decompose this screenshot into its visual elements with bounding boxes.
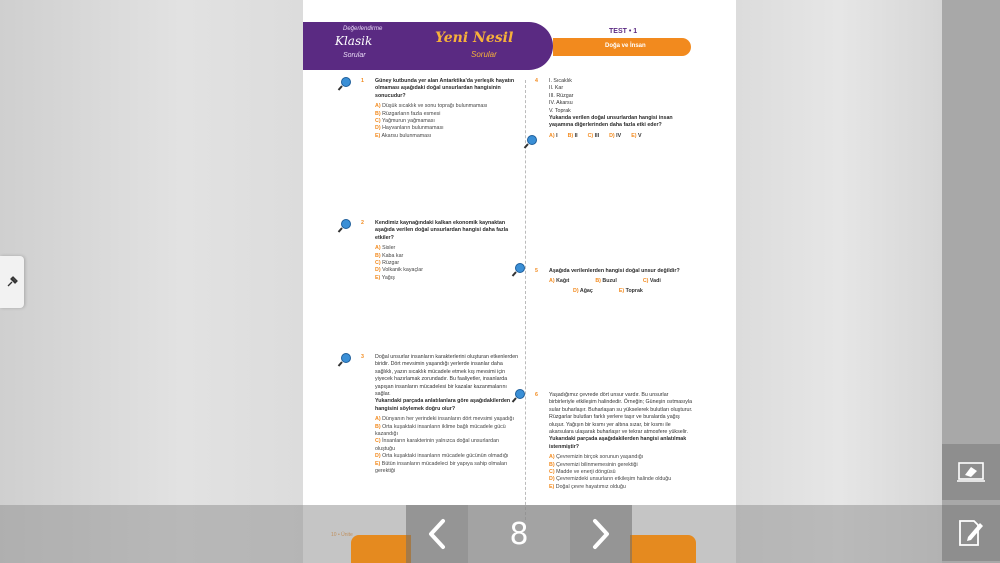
magnifier-icon[interactable] (337, 218, 353, 234)
option-row (549, 288, 695, 295)
magnifier-icon[interactable] (337, 352, 353, 368)
yeni-nesil-subtitle: Sorular (471, 50, 497, 59)
page-number: 8 (468, 505, 570, 563)
question-4 (535, 78, 695, 140)
question-stem: Yukarıdaki parçada aşağıdakilerden hangisi anlatılmak istenmiştir? (549, 436, 687, 450)
question-stem: Güney kutbunda yer alan Antarktika'da yerleşik hayatın olmaması aşağıdaki doğal unsurlardan hangisinin sonucudur? (375, 78, 515, 99)
background-right (736, 0, 942, 563)
list-item: III. Rüzgar (549, 92, 574, 99)
book-page (303, 0, 736, 563)
option[interactable]: B) Çevremizi bilinmemesinin gerektiği (549, 461, 638, 468)
option[interactable]: E) Doğal çevre hayatımız olduğu (549, 483, 626, 490)
option[interactable]: C) Vadi (642, 278, 661, 285)
option[interactable]: C) Madde ve enerji döngüsü (549, 469, 616, 476)
question-3 (361, 354, 519, 476)
option[interactable]: E) V (631, 132, 642, 139)
question-number: 6 (535, 392, 538, 398)
option[interactable]: A) Sisler (375, 245, 396, 252)
option[interactable]: A) Düşük sıcaklık ve sonu toprağı bulunmaması (375, 103, 488, 110)
option[interactable]: D) Ağaç (573, 287, 593, 294)
question-stem: Yukarıdaki parçada anlatılanlara göre aşağıdakilerden hangisini söylemek doğru olur? (375, 398, 511, 412)
list-item: I. Sıcaklık (549, 78, 572, 84)
question-number: 2 (361, 220, 364, 226)
question-number: 3 (361, 354, 364, 360)
eraser-tool-button[interactable] (942, 444, 1000, 500)
question-number: 4 (535, 78, 538, 84)
question-stem: Yukarıda verilen doğal unsurlardan hangisi insan yaşamına diğerlerinden daha fazla etki eder? (549, 115, 673, 129)
question-5 (535, 268, 695, 295)
option-row (549, 278, 695, 285)
option[interactable]: A) I (549, 132, 558, 139)
background-left (0, 0, 303, 563)
edit-note-icon (956, 517, 986, 549)
eraser-icon (955, 459, 987, 485)
option-row (549, 133, 695, 140)
question-passage: Doğal unsurlar insanların karakterlerini oluşturan etkenlerden biridir. Dört mevsimin yaşandığı yerlerde insanlar daha sağlıklı, yazın sıcaklık mücadele etmek kış mevsimi için yiyecek hazırlamak zorundadır. Bu faaliyetler, insanlarda yapışan insanların mücadelesi bir kazalar kazanmalarını sağlar. (375, 354, 519, 398)
question-6 (535, 392, 695, 491)
option[interactable]: C) İnsanların karakterinin yalnızca doğal unsurlardan oluştuğu (375, 438, 499, 452)
series-title: Klasik (335, 34, 373, 48)
notes-tool-button[interactable] (942, 505, 1000, 561)
page-footer-band-left (351, 535, 411, 563)
option[interactable]: C) Rüzgar (375, 260, 400, 267)
option[interactable]: E) Akarsu bulunmaması (375, 132, 432, 139)
list-item: IV. Akarsu (549, 100, 573, 107)
option[interactable]: E) Bütün insanların mücadeleci bir yapıya sahip olmaları gerektiği (375, 460, 508, 475)
option[interactable]: B) II (567, 132, 578, 139)
option[interactable]: C) Yağmurun yağmaması (375, 118, 435, 125)
option[interactable]: A) Dünyanın her yerindeki insanların dört mevsimi yaşadığı (375, 416, 514, 423)
chevron-right-icon (590, 518, 612, 550)
option[interactable]: A) Kağıt (549, 278, 570, 285)
list-item: II. Kar (549, 85, 564, 92)
option[interactable]: B) Kaba kar (375, 252, 404, 259)
previous-page-button[interactable] (406, 505, 468, 563)
chevron-left-icon (426, 518, 448, 550)
magnifier-icon[interactable] (337, 76, 353, 92)
series-small-label: Değerlendirme (343, 26, 383, 32)
question-2 (361, 220, 519, 282)
next-page-button[interactable] (570, 505, 632, 563)
option[interactable]: C) III (587, 132, 600, 139)
series-subtitle: Sorular (343, 52, 366, 59)
option[interactable]: E) Yağış (375, 274, 395, 281)
question-number: 5 (535, 268, 538, 274)
page-footer-band-right (630, 535, 696, 563)
question-passage: Yaşadığımız çevrede dört unsur vardır. Bu unsurlar birbirleriyle etkileşim halindedir. Örneğin; Güneşin ısıtmasıyla sular buharlaşır. Buharlaşan su yükselerek bulutları oluşturur. Rüzgarlar bulutları farklı yerlere taşır ve buralarda yağış oluşur. Yağışın bir kısmı yer altına sızar, bir kısmı ile akarsulara ulaşarak buharlaşır ve tekrar atmosfere yükselir. (549, 392, 693, 436)
test-label: TEST • 1 (609, 28, 638, 35)
question-number: 1 (361, 78, 364, 84)
side-toggle-tab[interactable] (0, 256, 24, 308)
option[interactable]: A) Çevremizin birçok sorunun yaşandığı (549, 454, 644, 461)
topic-bar (553, 38, 691, 56)
question-stem: Kendimiz kaynağındaki kalkan ekonomik kaynaktan aşağıda verilen doğal unsurlardan hangisi daha fazla etkiler? (375, 220, 509, 241)
option[interactable]: B) Orta kuşaktaki insanların iklime bağlı mücadele gücü kazandığı (375, 423, 506, 438)
option[interactable]: D) Çevremizdeki unsurların etkileşim halinde olduğu (549, 476, 672, 483)
option[interactable]: D) IV (609, 132, 622, 139)
question-1 (361, 78, 519, 140)
question-stem: Aşağıda verilenlerden hangisi doğal unsur değildir? (549, 268, 680, 274)
option[interactable]: D) Orta kuşaktaki insanların mücadele gücünün olmadığı (375, 453, 509, 460)
option[interactable]: B) Rüzgarların fazla esmesi (375, 110, 441, 117)
option[interactable]: D) Hayvanların bulunmaması (375, 125, 444, 132)
header-banner (303, 22, 553, 70)
option[interactable]: E) Toprak (618, 287, 643, 294)
yeni-nesil-title: Yeni Nesil (435, 30, 514, 46)
option[interactable]: D) Volkanik kayaçlar (375, 267, 424, 274)
pin-icon (5, 275, 19, 289)
option[interactable]: B) Buzul (595, 278, 617, 285)
list-item: V. Toprak (549, 107, 571, 114)
magnifier-icon[interactable] (523, 134, 539, 150)
topic-label: Doğa ve İnsan (605, 43, 646, 49)
